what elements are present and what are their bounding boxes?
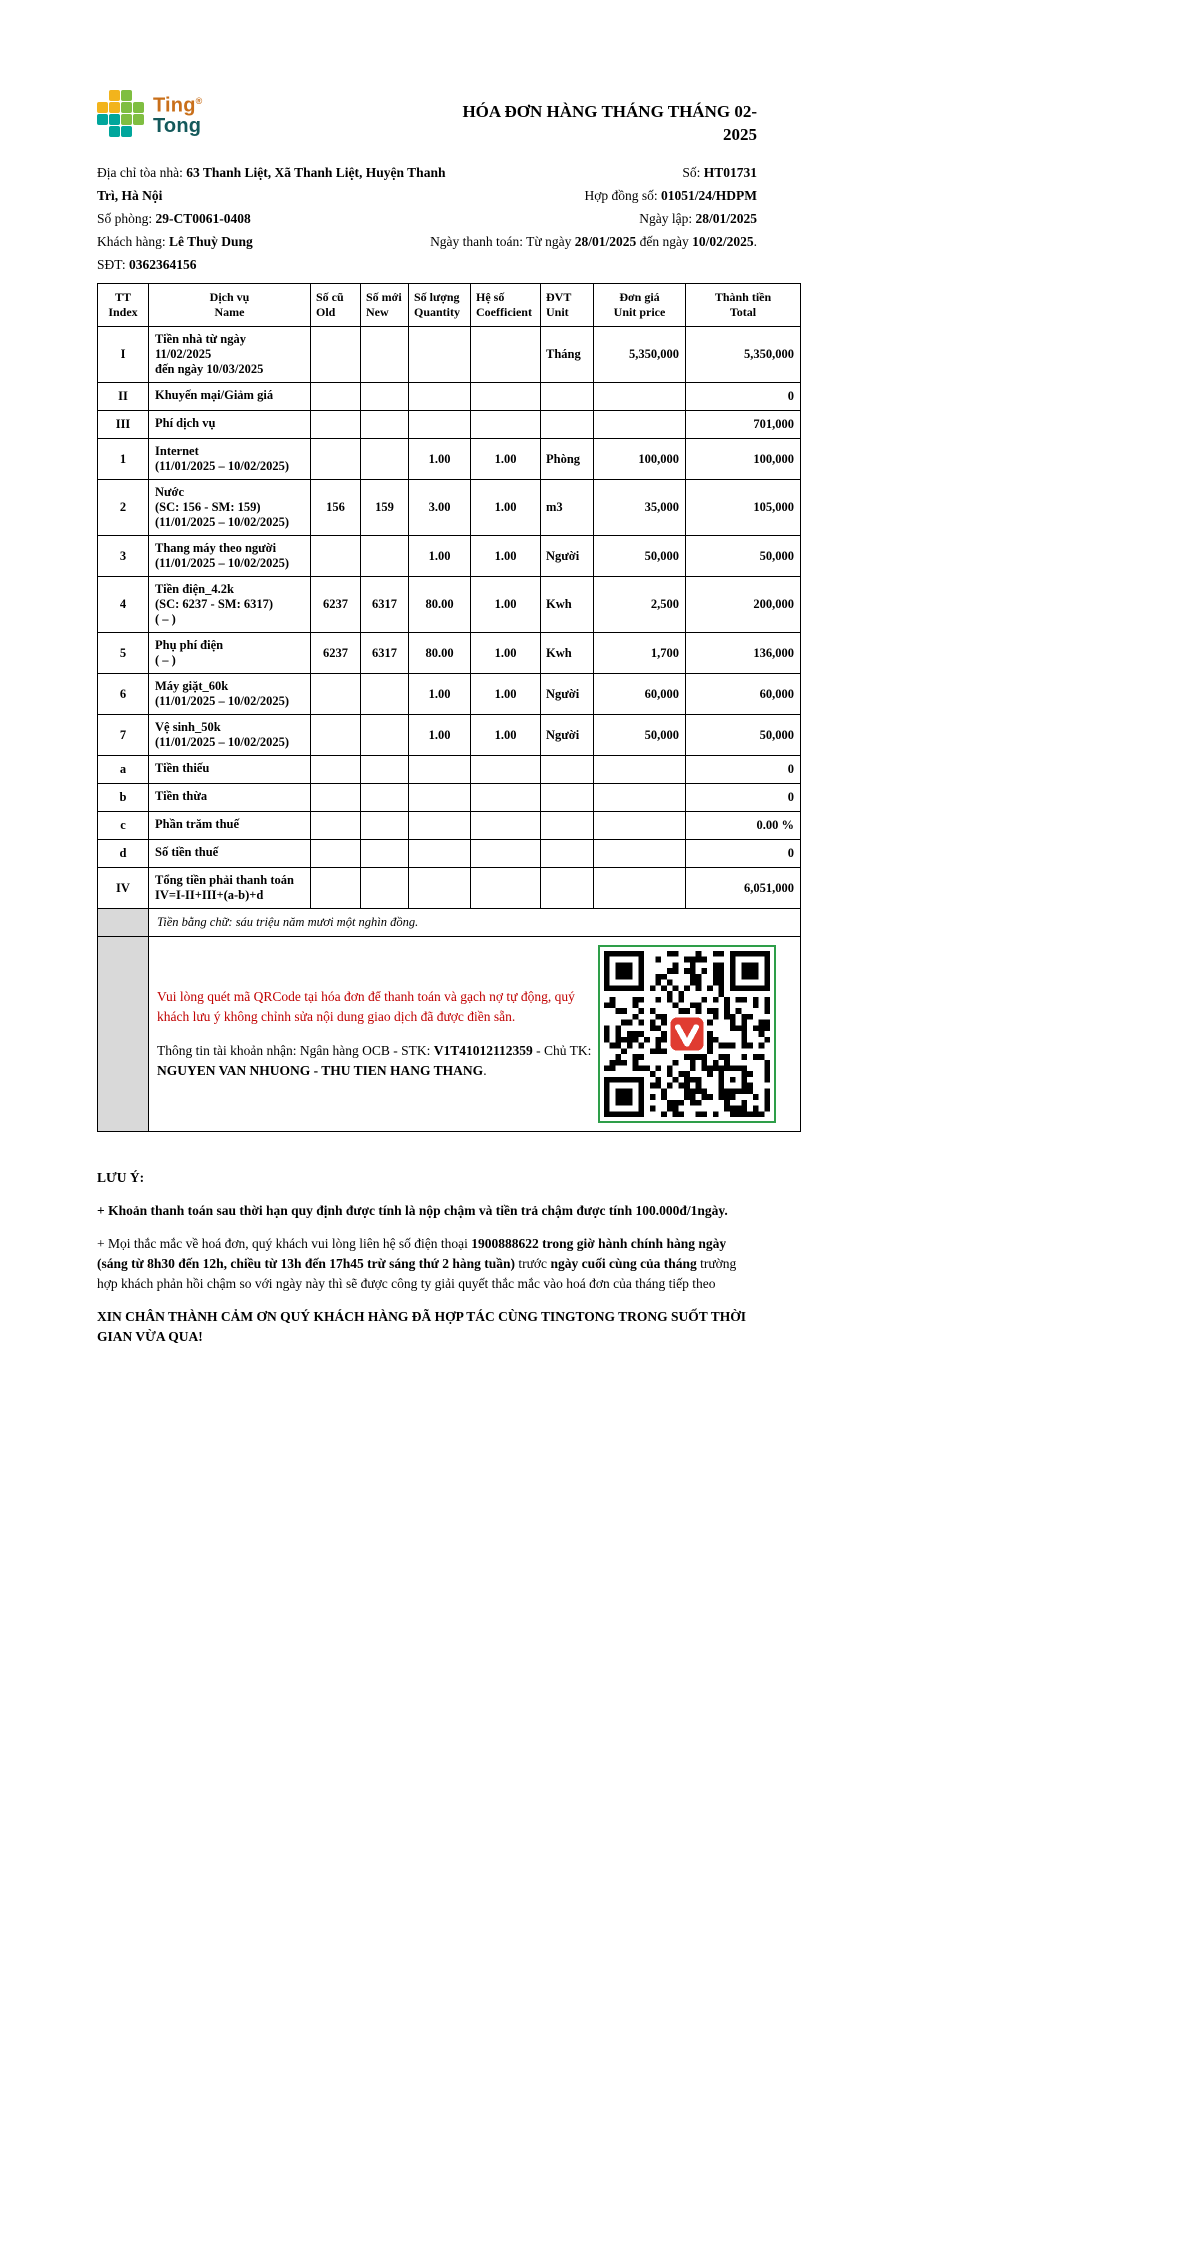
quantity-cell [409, 327, 471, 383]
quantity-cell [409, 383, 471, 411]
coefficient-cell [471, 327, 541, 383]
service-name-line: Phần trăm thuế [155, 817, 240, 831]
qr-cell [149, 937, 801, 1132]
total-cell: 50,000 [686, 715, 801, 756]
service-name-cell [149, 383, 311, 411]
unit-price-cell: 50,000 [594, 536, 686, 577]
service-name-line: (11/01/2025 – 10/02/2025) [155, 459, 290, 473]
service-name-cell [149, 840, 311, 868]
new-reading-cell: 6317 [361, 577, 409, 633]
quantity-cell [409, 812, 471, 840]
new-reading-cell [361, 756, 409, 784]
qr-text-block [157, 987, 593, 1081]
text-segment: NGUYEN VAN NHUONG - THU TIEN HANG THANG [157, 1063, 484, 1078]
tingtong-logo-icon [97, 90, 144, 137]
table-row [98, 784, 801, 812]
info-right [430, 161, 757, 253]
coefficient-cell: 1.00 [471, 577, 541, 633]
unit-cell: Người [541, 715, 594, 756]
unit-price-cell: 1,700 [594, 633, 686, 674]
unit-price-cell: 2,500 [594, 577, 686, 633]
table-header-cell [594, 284, 686, 327]
service-name-cell [149, 812, 311, 840]
table-row [98, 480, 801, 536]
qr-instruction: Vui lòng quét mã QRCode tại hóa đơn để thanh toán và gạch nợ tự động, quý khách lưu ý không chỉnh sửa nội dung giao dịch đã được điền sẵn. [157, 989, 575, 1024]
table-header-cell [409, 284, 471, 327]
header-line-en: Name [214, 305, 245, 319]
unit-cell: m3 [541, 480, 594, 536]
service-name-cell [149, 868, 311, 909]
row-index-cell: a [98, 756, 149, 784]
coefficient-cell: 1.00 [471, 633, 541, 674]
service-name-cell [149, 674, 311, 715]
table-row [98, 756, 801, 784]
quantity-cell [409, 756, 471, 784]
table-row [98, 577, 801, 633]
info-left [97, 161, 449, 276]
old-reading-cell [311, 383, 361, 411]
total-cell: 701,000 [686, 411, 801, 439]
service-name-line: (11/01/2025 – 10/02/2025) [155, 735, 290, 749]
table-row [98, 536, 801, 577]
quantity-cell: 1.00 [409, 439, 471, 480]
header-line-en: Old [316, 305, 336, 319]
table-row [98, 812, 801, 840]
text-segment: 29-CT0061-0408 [155, 211, 251, 226]
text-segment: Khách hàng: [97, 234, 169, 249]
amount-in-words-cell [149, 909, 801, 937]
invoice-table [97, 283, 801, 1132]
total-cell: 0 [686, 383, 801, 411]
total-cell: 100,000 [686, 439, 801, 480]
old-reading-cell [311, 784, 361, 812]
amount-in-words-label: Tiền bằng chữ: [157, 915, 236, 929]
text-segment: 10/02/2025 [692, 234, 754, 249]
header-line-en: Unit price [613, 305, 666, 319]
row-index-cell: b [98, 784, 149, 812]
info-line [97, 161, 449, 207]
service-name-cell [149, 480, 311, 536]
text-segment: trường hợp khách phản hồi chậm so với ngày này thì sẽ được công ty giải quyết thắc mắc vào hoá đơn của tháng tiếp theo [97, 1256, 737, 1291]
text-segment: + Khoản thanh toán sau thời hạn quy định được tính là nộp chậm và tiền trả chậm được tính 100.000đ/1ngày. [97, 1203, 728, 1218]
service-name-line: Máy giặt_60k [155, 679, 229, 693]
service-name-line: Tiền thừa [155, 789, 208, 803]
info-line [97, 207, 449, 230]
service-name-line: ( – ) [155, 653, 176, 667]
unit-price-cell: 5,350,000 [594, 327, 686, 383]
new-reading-cell [361, 327, 409, 383]
unit-cell: Kwh [541, 633, 594, 674]
logo-pixel [97, 102, 108, 113]
service-name-cell [149, 633, 311, 674]
header-line-en: Unit [546, 305, 569, 319]
service-name-cell [149, 784, 311, 812]
text-segment: 1900888622 trong giờ hành chính hàng ngày (sáng từ 8h30 đến 12h, chiều từ 13h đến 17h45 trừ sáng thứ 2 hàng tuần) [97, 1236, 727, 1271]
unit-price-cell [594, 784, 686, 812]
quantity-cell: 80.00 [409, 633, 471, 674]
empty-index-cell [98, 937, 149, 1132]
total-cell: 60,000 [686, 674, 801, 715]
old-reading-cell [311, 439, 361, 480]
service-name-line: Phí dịch vụ [155, 416, 216, 430]
invoice-title: HÓA ĐƠN HÀNG THÁNG THÁNG 02-2025 [462, 102, 757, 144]
unit-cell [541, 784, 594, 812]
table-header-cell [541, 284, 594, 327]
unit-cell: Tháng [541, 327, 594, 383]
old-reading-cell [311, 868, 361, 909]
coefficient-cell: 1.00 [471, 674, 541, 715]
quantity-cell: 1.00 [409, 536, 471, 577]
invoice-content [97, 90, 800, 1360]
qr-code [598, 945, 776, 1123]
text-segment: V1T41012112359 [433, 1043, 533, 1058]
header-line-vi: Số cũ [316, 290, 344, 304]
text-segment: Ngày lập: [639, 211, 696, 226]
logo-pixel [121, 126, 132, 137]
quantity-cell [409, 784, 471, 812]
old-reading-cell [311, 411, 361, 439]
tingtong-logo [97, 90, 203, 137]
service-name-line: Thang máy theo người [155, 541, 277, 555]
new-reading-cell: 6317 [361, 633, 409, 674]
service-name-line: (SC: 156 - SM: 159) [155, 500, 261, 514]
service-name-line: Nước [155, 485, 184, 499]
text-segment: Địa chỉ tòa nhà: [97, 165, 187, 180]
table-header-cell [98, 284, 149, 327]
old-reading-cell [311, 812, 361, 840]
unit-price-cell: 35,000 [594, 480, 686, 536]
new-reading-cell [361, 383, 409, 411]
total-cell: 5,350,000 [686, 327, 801, 383]
logo-pixel [133, 102, 144, 113]
service-name-cell [149, 536, 311, 577]
row-index-cell: 5 [98, 633, 149, 674]
table-row [98, 868, 801, 909]
text-segment: Hợp đồng số: [584, 188, 661, 203]
note-paragraph [97, 1201, 749, 1221]
row-index-cell: c [98, 812, 149, 840]
service-name-cell [149, 577, 311, 633]
old-reading-cell [311, 674, 361, 715]
info-line [97, 253, 449, 276]
service-name-line: (11/01/2025 – 10/02/2025) [155, 515, 290, 529]
info-line [430, 184, 757, 207]
text-segment: Ngày thanh toán: Từ ngày [430, 234, 575, 249]
coefficient-cell [471, 756, 541, 784]
coefficient-cell [471, 868, 541, 909]
total-cell: 0 [686, 756, 801, 784]
unit-price-cell: 60,000 [594, 674, 686, 715]
amount-in-words-row [98, 909, 801, 937]
row-index-cell: 1 [98, 439, 149, 480]
new-reading-cell: 159 [361, 480, 409, 536]
old-reading-cell: 6237 [311, 633, 361, 674]
unit-price-cell: 100,000 [594, 439, 686, 480]
info-line [430, 161, 757, 184]
service-name-line: Vệ sinh_50k [155, 720, 221, 734]
total-cell: 6,051,000 [686, 868, 801, 909]
total-cell: 0 [686, 784, 801, 812]
header-line-vi: Thành tiền [714, 290, 772, 304]
row-index-cell: 7 [98, 715, 149, 756]
service-name-line: Phụ phí điện [155, 638, 224, 652]
coefficient-cell [471, 840, 541, 868]
new-reading-cell [361, 868, 409, 909]
unit-price-cell [594, 868, 686, 909]
logo-pixel [121, 114, 132, 125]
service-name-line: ( – ) [155, 612, 176, 626]
table-row [98, 383, 801, 411]
row-index-cell: d [98, 840, 149, 868]
row-index-cell: I [98, 327, 149, 383]
text-segment: đến ngày [636, 234, 693, 249]
unit-price-cell [594, 840, 686, 868]
table-row [98, 633, 801, 674]
coefficient-cell [471, 383, 541, 411]
row-index-cell: 6 [98, 674, 149, 715]
logo-pixel [97, 126, 108, 137]
logo-pixel [121, 90, 132, 101]
text-segment: + Mọi thắc mắc về hoá đơn, quý khách vui lòng liên hệ số điện thoại [97, 1236, 472, 1251]
logo-pixel [133, 90, 144, 101]
table-row [98, 840, 801, 868]
service-name-line: Internet [155, 444, 199, 458]
logo-pixel [109, 114, 120, 125]
unit-cell [541, 840, 594, 868]
qr-code-svg [604, 951, 770, 1117]
quantity-cell: 3.00 [409, 480, 471, 536]
unit-cell [541, 383, 594, 411]
service-name-line: (SC: 6237 - SM: 6317) [155, 597, 274, 611]
new-reading-cell [361, 840, 409, 868]
logo-pixel [109, 102, 120, 113]
coefficient-cell: 1.00 [471, 715, 541, 756]
text-segment: XIN CHÂN THÀNH CẢM ƠN QUÝ KHÁCH HÀNG ĐÃ HỢP TÁC CÙNG TINGTONG TRONG SUỐT THỜI GIAN VỪA QUA! [97, 1309, 746, 1344]
coefficient-cell: 1.00 [471, 536, 541, 577]
text-segment: Số phòng: [97, 211, 156, 226]
qr-flex [157, 945, 788, 1123]
logo-line-ting [153, 91, 203, 116]
total-cell: 200,000 [686, 577, 801, 633]
header-line-vi: Số mới [366, 290, 402, 304]
quantity-cell: 80.00 [409, 577, 471, 633]
old-reading-cell [311, 715, 361, 756]
logo-pixel [121, 102, 132, 113]
table-row [98, 327, 801, 383]
text-segment: 0362364156 [128, 257, 197, 272]
new-reading-cell [361, 439, 409, 480]
table-header-row [98, 284, 801, 327]
unit-cell [541, 812, 594, 840]
header-line-vi: ĐVT [546, 290, 572, 304]
notes-heading: LƯU Ý: [97, 1170, 145, 1185]
logo-pixel [109, 90, 120, 101]
unit-cell [541, 411, 594, 439]
text-segment: Thông tin tài khoản nhận: Ngân hàng OCB - STK: [157, 1043, 434, 1058]
coefficient-cell [471, 411, 541, 439]
new-reading-cell [361, 784, 409, 812]
unit-cell: Phòng [541, 439, 594, 480]
total-cell: 50,000 [686, 536, 801, 577]
new-reading-cell [361, 411, 409, 439]
info-line [430, 230, 757, 253]
table-row [98, 439, 801, 480]
unit-price-cell: 50,000 [594, 715, 686, 756]
header-line-vi: Dịch vụ [209, 290, 250, 304]
text-segment: 63 Thanh Liệt, Xã Thanh Liệt, Huyện Thanh Trì, Hà Nội [97, 165, 446, 203]
header-line-en: Quantity [414, 305, 461, 319]
text-segment: ngày cuối cùng của tháng [550, 1256, 697, 1271]
tingtong-logo-text [153, 91, 203, 136]
logo-pixel [133, 126, 144, 137]
old-reading-cell: 156 [311, 480, 361, 536]
account-info [157, 1041, 593, 1081]
service-name-line: IV=I-II+III+(a-b)+d [155, 888, 264, 902]
service-name-line: (11/01/2025 – 10/02/2025) [155, 556, 290, 570]
service-name-line: Số tiền thuế [155, 845, 219, 859]
service-name-line: Khuyến mại/Giảm giá [155, 388, 274, 402]
unit-price-cell [594, 411, 686, 439]
table-header-cell [361, 284, 409, 327]
header-line-vi: Hệ số [476, 290, 505, 304]
logo-pixel [109, 126, 120, 137]
old-reading-cell [311, 840, 361, 868]
header-line-en: Coefficient [476, 305, 532, 319]
service-name-line: (11/01/2025 – 10/02/2025) [155, 694, 290, 708]
quantity-cell [409, 840, 471, 868]
table-header-cell [149, 284, 311, 327]
table-row [98, 411, 801, 439]
service-name-line: Tổng tiền phải thanh toán [155, 873, 294, 887]
logo-pixel [133, 114, 144, 125]
text-segment: 28/01/2025 [695, 211, 757, 226]
text-segment: 01051/24/HDPM [661, 188, 757, 203]
unit-price-cell [594, 812, 686, 840]
row-index-cell: 2 [98, 480, 149, 536]
service-name-line: Tiền thiếu [155, 761, 210, 775]
header-line-vi: TT [114, 290, 131, 304]
logo-word-tong: Tong [153, 114, 202, 137]
row-index-cell: II [98, 383, 149, 411]
header-line-vi: Đơn giá [619, 290, 660, 304]
text-segment: Số: [682, 165, 704, 180]
service-name-cell [149, 327, 311, 383]
amount-in-words-value: sáu triệu năm mươi một nghìn đồng. [235, 915, 419, 929]
row-index-cell: 3 [98, 536, 149, 577]
new-reading-cell [361, 812, 409, 840]
header-line-en: Total [729, 305, 757, 319]
header-line-vi: Số lượng [414, 290, 460, 304]
total-cell: 0.00 % [686, 812, 801, 840]
unit-price-cell [594, 756, 686, 784]
logo-line-tong [153, 116, 203, 136]
new-reading-cell [361, 715, 409, 756]
text-segment: HT01731 [703, 165, 757, 180]
unit-cell [541, 868, 594, 909]
table-row [98, 674, 801, 715]
table-body [98, 327, 801, 1132]
service-name-cell [149, 439, 311, 480]
table-row [98, 715, 801, 756]
header-line-en: Index [108, 305, 138, 319]
quantity-cell: 1.00 [409, 715, 471, 756]
total-cell: 0 [686, 840, 801, 868]
logo-pixel [97, 90, 108, 101]
text-segment: . [753, 234, 757, 249]
service-name-cell [149, 411, 311, 439]
quantity-cell: 1.00 [409, 674, 471, 715]
coefficient-cell: 1.00 [471, 439, 541, 480]
old-reading-cell [311, 756, 361, 784]
info-section [97, 161, 800, 276]
quantity-cell [409, 411, 471, 439]
notes-section [97, 1168, 749, 1347]
old-reading-cell: 6237 [311, 577, 361, 633]
text-segment: . [483, 1063, 487, 1078]
text-segment: SĐT: [97, 257, 129, 272]
text-segment: Lê Thuỳ Dung [168, 234, 253, 249]
unit-cell: Người [541, 536, 594, 577]
logo-pixel [97, 114, 108, 125]
logo-word-ting: Ting [153, 94, 196, 117]
qr-row [98, 937, 801, 1132]
row-index-cell: 4 [98, 577, 149, 633]
service-name-line: Tiền điện_4.2k [155, 582, 234, 596]
unit-cell: Người [541, 674, 594, 715]
table-head [98, 284, 801, 327]
quantity-cell [409, 868, 471, 909]
info-line [430, 207, 757, 230]
service-name-cell [149, 715, 311, 756]
table-header-cell [311, 284, 361, 327]
empty-index-cell [98, 909, 149, 937]
text-segment: trước [514, 1256, 551, 1271]
text-segment: 28/01/2025 [574, 234, 637, 249]
total-cell: 105,000 [686, 480, 801, 536]
note-paragraph [97, 1234, 749, 1294]
service-name-line: đến ngày 10/03/2025 [155, 362, 264, 376]
text-segment: - Chủ TK: [532, 1043, 592, 1058]
service-name-line: Tiền nhà từ ngày 11/02/2025 [155, 332, 246, 361]
row-index-cell: IV [98, 868, 149, 909]
old-reading-cell [311, 327, 361, 383]
unit-price-cell [594, 383, 686, 411]
coefficient-cell [471, 812, 541, 840]
total-cell: 136,000 [686, 633, 801, 674]
info-line [97, 230, 449, 253]
invoice-header [97, 90, 800, 146]
unit-cell: Kwh [541, 577, 594, 633]
coefficient-cell: 1.00 [471, 480, 541, 536]
note-paragraph [97, 1307, 749, 1347]
coefficient-cell [471, 784, 541, 812]
row-index-cell: III [98, 411, 149, 439]
table-header-cell [471, 284, 541, 327]
header-line-en: New [366, 305, 389, 319]
old-reading-cell [311, 536, 361, 577]
unit-cell [541, 756, 594, 784]
new-reading-cell [361, 674, 409, 715]
service-name-cell [149, 756, 311, 784]
table-header-cell [686, 284, 801, 327]
new-reading-cell [361, 536, 409, 577]
registered-trademark-icon: ® [195, 96, 203, 107]
